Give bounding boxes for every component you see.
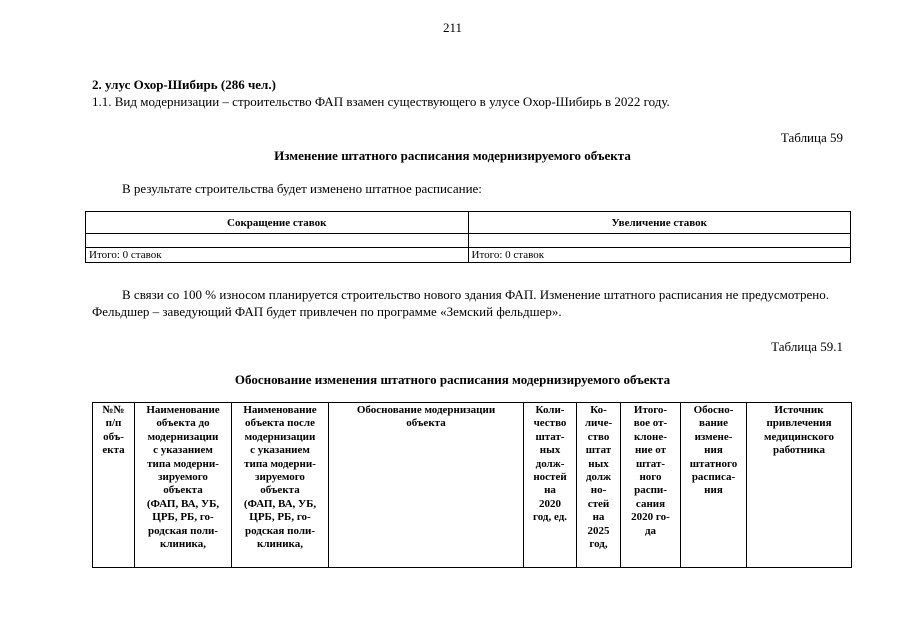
paragraph-text: В связи со 100 % износом планируется строительство нового здания ФАП. Изменение штатного расписания не предусмотрено. Фельдшер – заведующий ФАП будет привлечен по программе «Земский фельдшер». bbox=[92, 287, 829, 319]
header-cell: №№ п/п объ- екта bbox=[93, 403, 135, 568]
header-cell: Обоснование модернизации объекта bbox=[329, 403, 524, 568]
header-cell: Коли- чество штат- ных долж- ностей на 2020 год, ед. bbox=[524, 403, 577, 568]
table-59-1-label: Таблица 59.1 bbox=[771, 339, 843, 354]
section-subtitle: 1.1. Вид модернизации – строительство ФАП взамен существующего в улусе Охор-Шибирь в 2022 году. bbox=[92, 94, 670, 109]
header-cell: Наименование объекта до модернизации с указанием типа модерни- зируемого объекта (ФАП, ВА, УБ, ЦРБ, РБ, го- родская поли- клиника, bbox=[135, 403, 232, 568]
justification-table bbox=[92, 402, 852, 568]
section-title: 2. улус Охор-Шибирь (286 чел.) bbox=[92, 77, 276, 92]
header-cell: Ко- личе- ство штат ных долж но- стей на 2025 год, bbox=[577, 403, 621, 568]
header-cell: Наименование объекта после модернизации с указанием типа модерни- зируемого объекта (ФАП, ВА, УБ, ЦРБ, РБ, го- родская поли- клиника, bbox=[232, 403, 329, 568]
total-increase: Итого: 0 ставок bbox=[468, 248, 851, 263]
table-59-1-heading: Обоснование изменения штатного расписания модернизируемого объекта bbox=[234, 372, 671, 387]
col-increase-header: Увеличение ставок bbox=[468, 212, 851, 234]
table-59-heading: Изменение штатного расписания модернизируемого объекта bbox=[274, 148, 631, 163]
header-cell: Источник привлечения медицинского работника bbox=[747, 403, 852, 568]
staffing-change-table bbox=[85, 211, 851, 263]
header-cell: Обосно- вание измене- ния штатного расписа- ния bbox=[681, 403, 747, 568]
total-reduction: Итого: 0 ставок bbox=[86, 248, 469, 263]
table-59-intro: В результате строительства будет изменено штатное расписание: bbox=[122, 181, 482, 196]
reduction-cell bbox=[86, 234, 469, 248]
page-number: 211 bbox=[442, 20, 463, 35]
table-59-label: Таблица 59 bbox=[780, 130, 843, 145]
header-cell: Итого- вое от- клоне- ние от штат- ного распи- сания 2020 го- да bbox=[621, 403, 681, 568]
increase-cell bbox=[468, 234, 851, 248]
col-reduction-header: Сокращение ставок bbox=[86, 212, 469, 234]
